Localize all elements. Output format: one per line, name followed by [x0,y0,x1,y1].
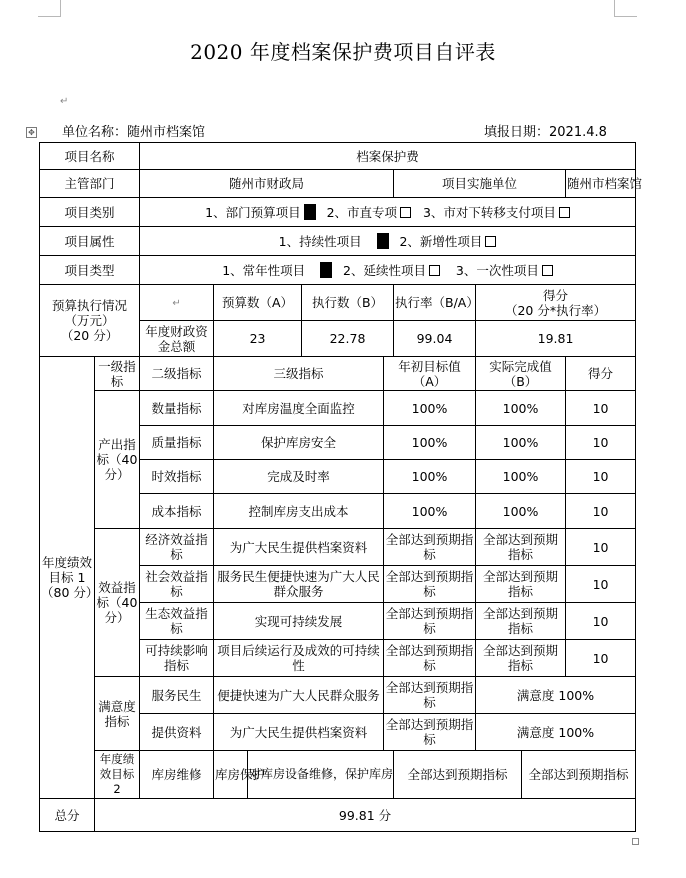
output-score: 10 [566,426,636,460]
satisfaction-l2: 提供资料 [140,714,214,751]
output-target: 100% [384,494,476,529]
goal2-l3: 对库房设备维修，保护库房 [248,751,394,799]
page-corner-mark [38,0,61,17]
dept-label: 主管部门 [40,170,140,198]
output-l3: 对库房温度全面监控 [214,391,384,426]
output-actual: 100% [476,494,566,529]
impl-unit-value: 随州市档案馆 [566,170,636,198]
output-l3: 完成及时率 [214,460,384,494]
attr-label: 项目属性 [40,227,140,256]
level3-header: 三级指标 [214,357,384,391]
output-l2: 时效指标 [140,460,214,494]
output-l2: 数量指标 [140,391,214,426]
type-label: 项目类型 [40,256,140,285]
benefit-actual: 全部达到预期指标 [476,566,566,603]
satisfaction-actual: 满意度 100% [476,677,636,714]
total-value: 99.81 分 [95,799,636,832]
satisfaction-l3: 便捷快速为广大人民群众服务 [214,677,384,714]
benefit-score: 10 [566,529,636,566]
satisfaction-target: 全部达到预期指标 [384,714,476,751]
budget-header: 预算数（A） [214,285,302,321]
score-header [476,285,636,321]
empty-cell: ↵ [140,285,214,321]
budget-label-line: （万元） [64,313,115,328]
budget-label-line: 预算执行情况 [52,298,128,313]
score-value: 19.81 [476,321,636,357]
checkbox-unchecked[interactable] [400,207,411,218]
benefit-target: 全部达到预期指标 [384,603,476,640]
output-l3: 保护库房安全 [214,426,384,460]
output-actual: 100% [476,426,566,460]
attr-option-1: 1、持续性项目 [278,234,362,249]
benefit-l3: 项目后续运行及成效的可持续性 [214,640,384,677]
fill-date: 填报日期：2021.4.8 [484,125,607,140]
goal2-l1: 库房维修 [140,751,214,799]
satisfaction-target: 全部达到预期指标 [384,677,476,714]
benefit-actual: 全部达到预期指标 [476,640,566,677]
category-option-1: 1、部门预算项目 [205,205,301,220]
impl-unit-label: 项目实施单位 [394,170,566,198]
satisfaction-actual: 满意度 100% [476,714,636,751]
benefit-actual: 全部达到预期指标 [476,603,566,640]
goal1-label: 年度绩效目标 1（80 分） [40,357,95,799]
benefit-l2: 社会效益指标 [140,566,214,603]
benefit-score: 10 [566,603,636,640]
satisfaction-l2: 服务民生 [140,677,214,714]
project-name-label: 项目名称 [40,143,140,170]
category-option-3: 3、市对下转移支付项目 [422,205,556,220]
score-header-line: 得分 [543,287,569,303]
budget-value: 23 [214,321,302,357]
output-target: 100% [384,426,476,460]
checkbox-unchecked[interactable] [429,265,440,276]
goal2-label: 年度绩效目标 2 [95,751,140,799]
benefit-target: 全部达到预期指标 [384,566,476,603]
budget-label [40,285,140,357]
type-option-1: 1、常年性项目 [222,263,306,278]
checkbox-checked[interactable] [320,262,332,278]
total-label: 总分 [40,799,95,832]
benefit-l2: 生态效益指标 [140,603,214,640]
satisfaction-group-label: 满意度指标 [95,677,140,751]
checkbox-checked[interactable] [304,204,316,220]
output-group-label: 产出指标（40 分） [95,391,140,529]
project-name-value: 档案保护费 [140,143,636,170]
output-actual: 100% [476,460,566,494]
benefit-target: 全部达到预期指标 [384,640,476,677]
benefit-l2: 可持续影响指标 [140,640,214,677]
output-actual: 100% [476,391,566,426]
attr-options [140,227,636,256]
output-target: 100% [384,460,476,494]
benefit-target: 全部达到预期指标 [384,529,476,566]
rate-value: 99.04 [394,321,476,357]
output-target: 100% [384,391,476,426]
actual-header: 实际完成值（B） [476,357,566,391]
table-move-handle-icon[interactable]: ✥ [26,127,37,138]
page-corner-mark [614,0,637,17]
output-score: 10 [566,391,636,426]
table-resize-handle-icon[interactable] [632,838,639,845]
type-option-2: 2、延续性项目 [343,263,426,278]
output-l3: 控制库房支出成本 [214,494,384,529]
category-option-2: 2、市直专项 [326,205,398,220]
output-score: 10 [566,460,636,494]
exec-header: 执行数（B） [302,285,394,321]
level1-header: 一级指标 [95,357,140,391]
benefit-actual: 全部达到预期指标 [476,529,566,566]
satisfaction-l3: 为广大民生提供档案资料 [214,714,384,751]
benefit-l3: 服务民生便捷快速为广大人民群众服务 [214,566,384,603]
target-header: 年初目标值（A） [384,357,476,391]
checkbox-unchecked[interactable] [559,207,570,218]
checkbox-checked[interactable] [377,233,389,249]
score-header-line: （20 分*执行率） [504,302,607,318]
rate-header: 执行率（B/A） [394,285,476,321]
score-col-header: 得分 [566,357,636,391]
benefit-l3: 实现可持续发展 [214,603,384,640]
page-title: 2020 年度档案保护费项目自评表 [190,40,496,64]
goal2-l2: 库房保护 [214,751,248,799]
dept-value: 随州市财政局 [140,170,394,198]
type-options [140,256,636,285]
output-l2: 质量指标 [140,426,214,460]
goal2-actual: 全部达到预期指标 [522,751,636,799]
category-options [140,198,636,227]
benefit-score: 10 [566,640,636,677]
output-l2: 成本指标 [140,494,214,529]
attr-option-2: 2、新增性项目 [399,234,483,249]
budget-label-line: （20 分） [60,328,119,343]
benefit-l2: 经济效益指标 [140,529,214,566]
evaluation-table [39,142,643,832]
unit-name: 单位名称：随州市档案馆 [62,125,206,140]
output-score: 10 [566,494,636,529]
benefit-group-label: 效益指标（40 分） [95,529,140,677]
level2-header: 二级指标 [140,357,214,391]
checkbox-unchecked[interactable] [485,236,496,247]
goal2-target: 全部达到预期指标 [394,751,522,799]
paragraph-mark: ↵ [60,96,69,107]
checkbox-unchecked[interactable] [542,265,553,276]
category-label: 项目类别 [40,198,140,227]
benefit-score: 10 [566,566,636,603]
exec-value: 22.78 [302,321,394,357]
type-option-3: 3、一次性项目 [455,263,539,278]
total-funds-label: 年度财政资金总额 [140,321,214,357]
benefit-l3: 为广大民生提供档案资料 [214,529,384,566]
